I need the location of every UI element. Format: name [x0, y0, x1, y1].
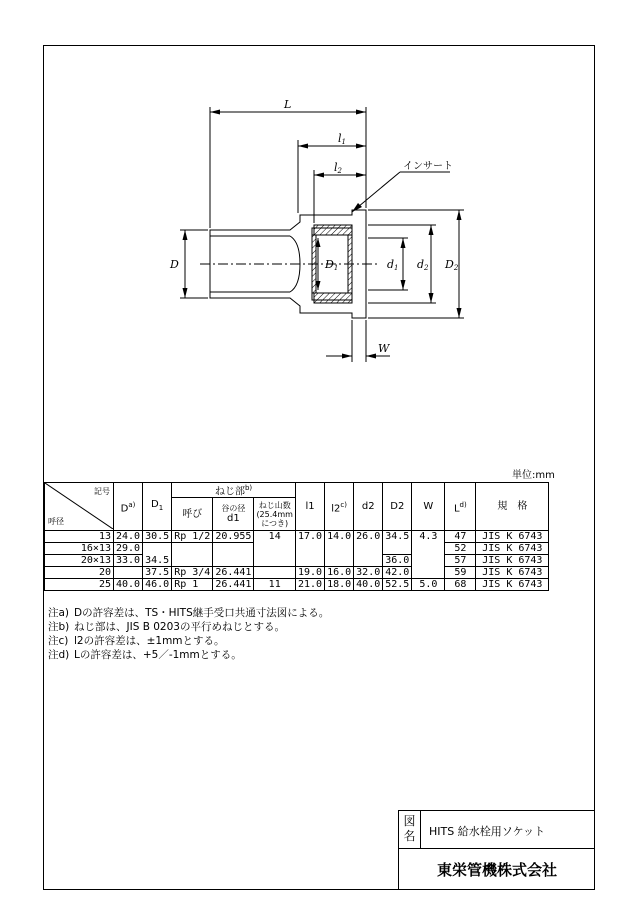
table-row: 16×13 29.0 34.5 52 JIS K 6743: [45, 543, 549, 555]
label-W: W: [378, 342, 390, 355]
drawing-title: HITS 給水栓用ソケット: [429, 825, 546, 838]
note-c: 注c) l2の許容差は、±1mmとする。: [48, 635, 225, 647]
note-b: 注b) ねじ部は、JIS B 0203の平行めねじとする。: [48, 621, 285, 633]
header-l1: l1: [295, 483, 324, 531]
header-l2: l2$^{c)}$: [325, 483, 354, 531]
notes: [48, 606, 329, 662]
label-l2: l2: [334, 161, 342, 175]
company-name: 東栄管機株式会社: [436, 861, 557, 879]
header-standard: 規 格: [476, 483, 549, 531]
corner-header: 記号 呼径: [45, 483, 114, 531]
note-d: 注d) Lの許容差は、+5／-1mmとする。: [48, 649, 242, 661]
label-D2: D2: [445, 258, 459, 272]
header-tani: 谷の径 d1: [213, 498, 254, 531]
header-L: $L^{d)}$: [445, 483, 476, 531]
header-W: W: [412, 483, 445, 531]
title-block: [398, 810, 595, 890]
header-yobi: 呼び: [172, 498, 213, 531]
insert-bottom: [314, 293, 352, 303]
table-row: 13 24.0 30.5 Rp 1/2 20.955 14 17.0 14.0 26.0 34.5 4.3 47 JIS K 6743: [45, 531, 549, 543]
label-D: D: [170, 258, 179, 271]
header-D1: $D_1$: [143, 483, 172, 531]
insert-top: [314, 225, 352, 235]
table-row: 20×13 33.0 36.0 57 JIS K 6743: [45, 555, 549, 567]
table-row: 25 40.0 46.0 Rp 1 26.441 11 21.0 18.0 40.0 52.5 5.0 68 JIS K 6743: [45, 579, 549, 591]
header-D: $D^{a)}$: [114, 483, 143, 531]
label-D1: D1: [325, 258, 339, 272]
spec-table: [44, 482, 549, 591]
header-d2: d2: [354, 483, 383, 531]
table-row: 20 37.5 Rp 3/4 26.441 19.0 16.0 32.0 42.0 59 JIS K 6743: [45, 567, 549, 579]
label-d2: d2: [417, 258, 429, 272]
label-L: L: [284, 98, 292, 111]
unit-label: 単位:mm: [512, 470, 555, 481]
header-D2: D2: [383, 483, 412, 531]
drawing-name-label: 図 名: [399, 811, 421, 848]
header-thread: ねじ部$^{b)}$: [172, 483, 296, 498]
label-d1: d1: [387, 258, 399, 272]
header-yama: ねじ山数 (25.4mm につき): [254, 498, 296, 531]
label-insert: インサート: [403, 161, 453, 172]
note-a: 注a) Dの許容差は、TS・HITS継手受口共通寸法図による。: [48, 607, 330, 619]
label-l1: l1: [338, 132, 346, 146]
